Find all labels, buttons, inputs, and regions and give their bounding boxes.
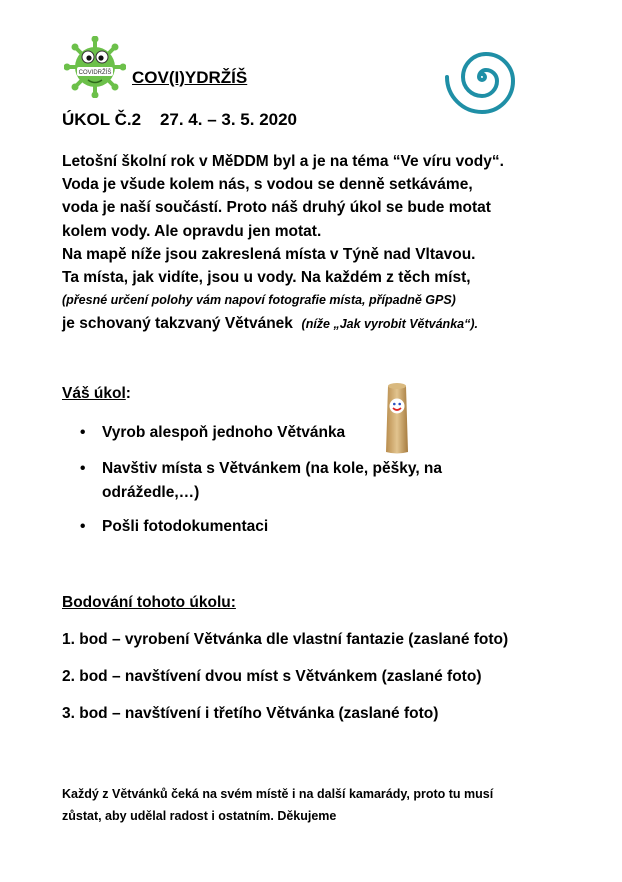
scoring-item: 3. bod – navštívení i třetího Větvánka (zaslané foto) — [62, 705, 439, 722]
task-dates: 27. 4. – 3. 5. 2020 — [159, 110, 298, 129]
intro-paragraph — [62, 150, 582, 337]
your-task-heading — [62, 385, 131, 403]
task-heading — [62, 110, 297, 130]
intro-line: Voda je všude kolem nás, s vodou se denně setkáváme, — [62, 176, 473, 194]
intro-line: Na mapě níže jsou zakreslená místa v Týně nad Vltavou. — [62, 245, 476, 263]
footer-line: Každý z Větvánků čeká na svém místě i na další kamarády, proto tu musí — [62, 787, 494, 801]
intro-line: Ta místa, jak vidíte, jsou u vody. Na každém z těch míst, — [62, 269, 471, 287]
scoring-title: Bodování tohoto úkolu: — [62, 594, 236, 611]
task-list — [80, 421, 520, 539]
scoring-item: 2. bod – navštívení dvou míst s Větvánkem (zaslané foto) — [62, 668, 482, 685]
bullet-icon: • — [80, 518, 86, 535]
intro-line: kolem vody. Ale opravdu jen motat. — [62, 222, 322, 240]
your-task-colon: : — [125, 385, 131, 402]
list-item — [80, 421, 520, 445]
intro-line: voda je naší součástí. Proto náš druhý úkol se bude motat — [62, 199, 491, 217]
task-item-text: Vyrob alespoň jednoho Větvánka — [102, 424, 346, 441]
your-task-title: Váš úkol — [62, 385, 126, 402]
scoring-item: 1. bod – vyrobení Větvánka dle vlastní fantazie (zaslané foto) — [62, 631, 509, 648]
list-item — [80, 515, 520, 539]
logo-text: COVIDRŽÍŠ — [78, 70, 112, 76]
bullet-icon: • — [80, 460, 86, 477]
list-item — [80, 457, 520, 505]
footer-note — [62, 783, 562, 827]
task-title: ÚKOL Č.2 — [62, 110, 142, 129]
bullet-icon: • — [80, 424, 86, 441]
task-item-text: Navštiv místa s Větvánkem (na kole, pěšky, na odrážedle,…) — [102, 460, 443, 501]
brand-title: COV(I)YDRŽÍŠ — [132, 68, 248, 87]
water-spiral-icon — [440, 35, 524, 119]
intro-line: Letošní školní rok v MěDDM byl a je na téma “Ve víru vody“. — [62, 153, 504, 170]
task-item-text: Pošli fotodokumentaci — [102, 518, 269, 535]
intro-note: (přesné určení polohy vám napoví fotografie místa, případně GPS) — [62, 293, 456, 308]
scoring-list — [62, 628, 508, 739]
intro-last-note: (níže „Jak vyrobit Větvánka“). — [301, 317, 478, 332]
footer-line: zůstat, aby udělal radost i ostatním. Děkujeme — [62, 809, 337, 823]
intro-last-line: je schovaný takzvaný Větvánek — [62, 315, 293, 333]
virus-mascot-icon — [64, 36, 126, 98]
